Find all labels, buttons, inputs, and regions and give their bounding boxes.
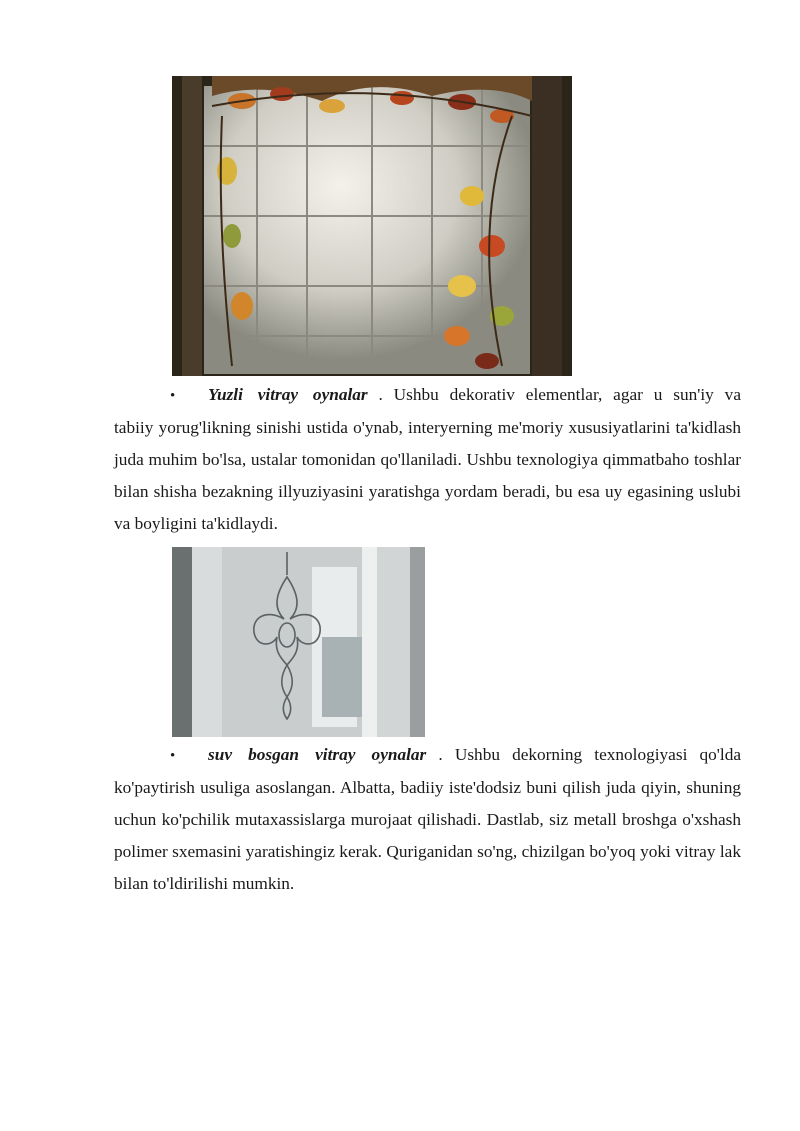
- beveled-glass-window-image: [172, 547, 425, 737]
- section-first-line: [114, 739, 741, 772]
- bullet-icon: •: [170, 388, 176, 404]
- bullet-icon: •: [170, 748, 176, 764]
- section-body-text: ko'paytirish usuliga asoslangan. Albatta, badiiy iste'dodsiz buni qilish juda qiyin, shuning uchun ko'pchilik mutaxassislarga murojaat qilishadi. Dastlab, siz metall broshga o'xshash polimer sxemasini yaratishingiz kerak. Quriganidan so'ng, chizilgan bo'yoq yoki vitray lak bilan to'ldirilishi mumkin.: [114, 778, 741, 893]
- section-suv-bosgan-vitray: [114, 739, 741, 900]
- section-body-text: tabiiy yorug'likning sinishi ustida o'ynab, interyerning me'moriy xususiyatlarini ta'kidlash juda muhim bo'lsa, ustalar tomonidan qo'llaniladi. Ushbu texnologiya qimmatbaho toshlar bilan shisha bezakning illyuziyasini yaratishga yordam beradi, bu esa uy egasining uslubi va boyligini ta'kidlaydi.: [114, 418, 741, 533]
- section-term: suv bosgan vitray oynalar: [208, 745, 427, 764]
- section-yuzli-vitray: [114, 379, 741, 540]
- stained-glass-window-image: [172, 76, 572, 376]
- section-first-line-text: . Ushbu dekorativ elementlar, agar u sun'iy va: [367, 385, 741, 404]
- section-first-line-text: . Ushbu dekorning texnologiyasi qo'lda: [426, 745, 742, 764]
- section-first-line: [114, 379, 741, 412]
- section-term: Yuzli vitray oynalar: [208, 385, 368, 404]
